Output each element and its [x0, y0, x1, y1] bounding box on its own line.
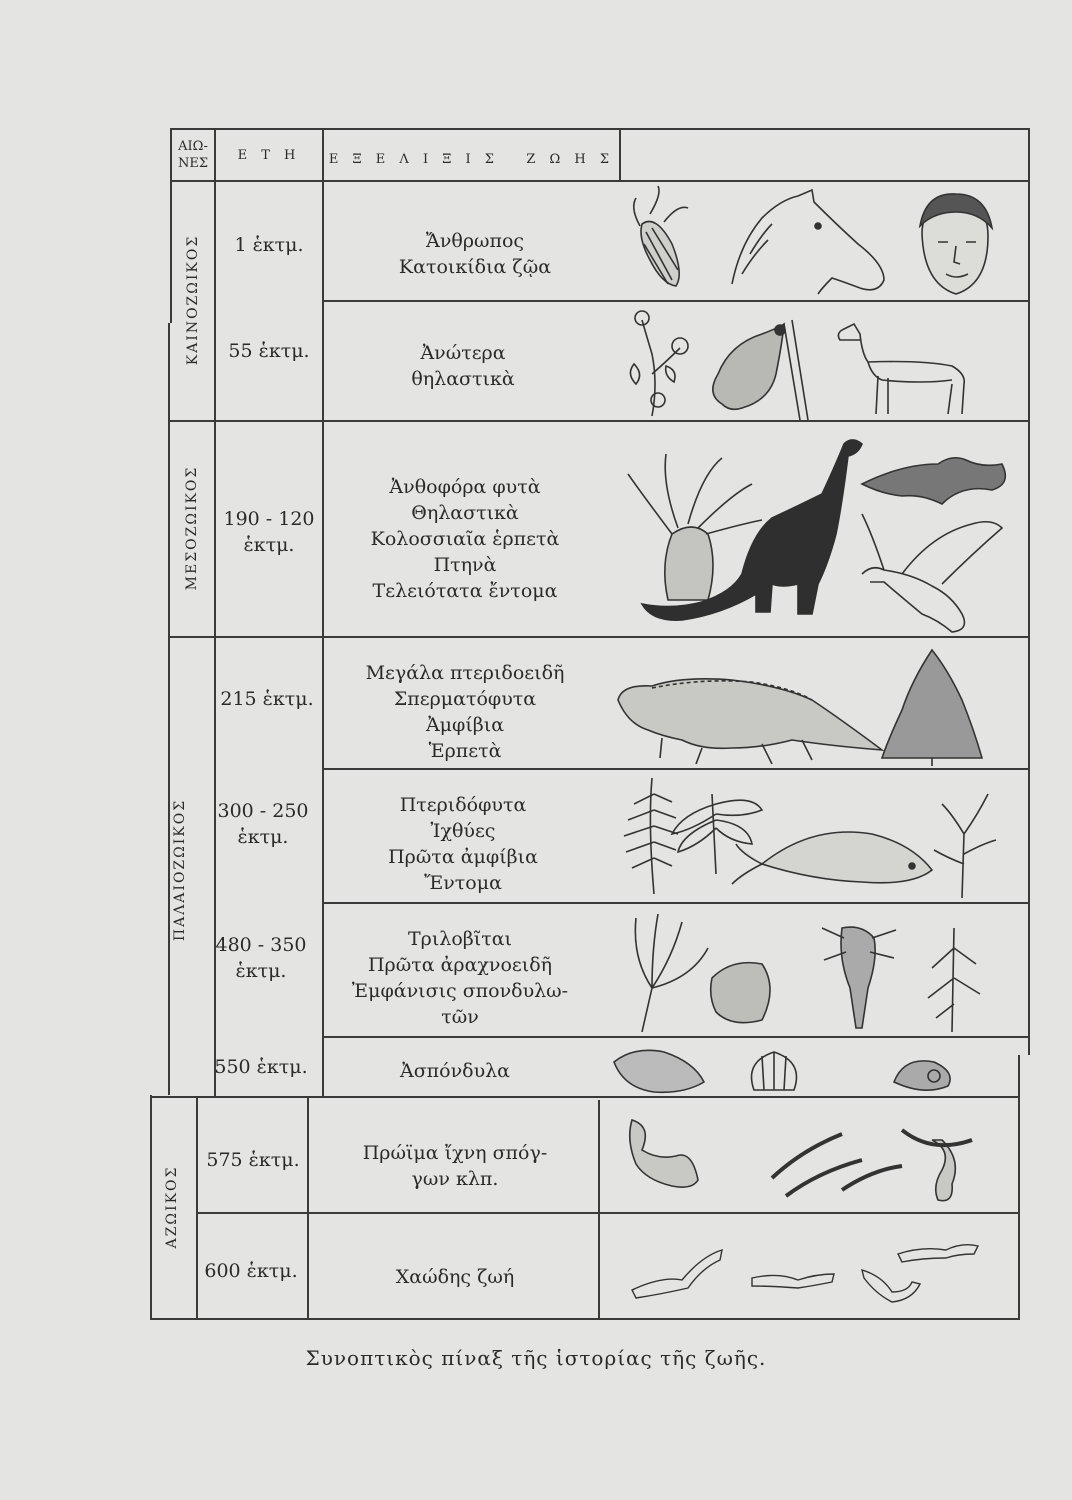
life-text: Κολοσσιαῖα ἑρπετὰ [370, 528, 560, 550]
life-text: Πτεριδόφυτα [399, 794, 527, 816]
flower-icon [630, 311, 688, 416]
year-cell-9 [198, 1258, 304, 1284]
human-head-icon [920, 194, 992, 294]
pterosaur-icon [862, 458, 1005, 504]
corn-cob-icon [634, 186, 688, 286]
tree-branch-icon [934, 794, 996, 898]
life-cell-8 [310, 1140, 600, 1192]
life-text: θηλαστικὰ [411, 368, 515, 390]
illustration-row-4 [612, 640, 1027, 766]
year-text: 550 ἑκτμ. [214, 1056, 308, 1078]
year-text: ἑκτμ. [243, 534, 295, 556]
life-text: Πρῶτα ἀμφίβια [388, 846, 538, 868]
year-text: 1 ἑκτμ. [234, 234, 304, 256]
llama-icon [838, 324, 964, 414]
crinoid-icon [635, 914, 708, 1032]
life-cell-9 [310, 1264, 600, 1290]
life-cell-7 [310, 1058, 600, 1084]
life-text: Χαώδης ζωή [395, 1266, 515, 1288]
primitive-life-icon [632, 1245, 978, 1302]
header-eons-line2: ΝΕΣ [177, 156, 209, 171]
era-label-azoic: ΑΖΩΙΚΟΣ [164, 1165, 180, 1249]
life-text: Ἄνθρωπος [425, 230, 525, 252]
fish-icon [732, 832, 932, 884]
year-cell-6 [208, 932, 314, 984]
row-line-5 [322, 1036, 1029, 1038]
life-text: γων κλπ. [411, 1168, 499, 1190]
era-label-mesozoic: ΜΕΣΟΖΩΙΚΟΣ [184, 465, 200, 591]
life-text: Τριλοβῖται [408, 928, 512, 950]
life-text: Ἀνθοφόρα φυτὰ [389, 476, 541, 498]
year-text: ἑκτμ. [237, 826, 289, 848]
archaeopteryx-icon [862, 514, 1002, 632]
year-cell-4 [214, 686, 320, 712]
year-text: 480 - 350 [215, 934, 307, 956]
life-text: Σπερματόφυτα [393, 688, 537, 710]
row-line-7 [196, 1212, 1019, 1214]
life-text: Πρώϊμα ἴχνη σπόγ- [362, 1142, 548, 1164]
illustration-row-7 [604, 1042, 1018, 1096]
illustration-row-9 [602, 1216, 1018, 1316]
snail-icon [894, 1061, 950, 1090]
life-cell-4 [320, 660, 610, 764]
year-text: 600 ἑκτμ. [204, 1260, 298, 1282]
life-text: Ἐμφάνισις σπονδυλω- [351, 980, 569, 1002]
life-text: Τελειότατα ἔντομα [372, 580, 558, 602]
dragonfly-icon [672, 794, 762, 874]
era-label-paleozoic: ΠΑΛΑΙΟΖΩΙΚΟΣ [172, 798, 188, 942]
life-text: Κατοικίδια ζῷα [398, 256, 552, 278]
year-text: 190 - 120 [223, 508, 315, 530]
life-text: Ἀσπόνδυλα [399, 1060, 511, 1082]
trilobite-icon [614, 1050, 704, 1092]
plant-icon [928, 928, 980, 1032]
year-text: 300 - 250 [217, 800, 309, 822]
row-line-4 [322, 902, 1029, 904]
table-border-top [170, 128, 1030, 130]
year-text: 215 ἑκτμ. [220, 688, 314, 710]
life-text: Πτηνὰ [433, 554, 497, 576]
illustration-row-6 [612, 908, 1027, 1034]
table-border-right-low [1018, 1055, 1020, 1320]
life-cell-1 [330, 228, 620, 280]
horse-head-icon [732, 190, 884, 294]
sloth-icon [713, 320, 808, 420]
life-text: Ἔντομα [424, 872, 502, 894]
table-border-left-mid [168, 323, 170, 1095]
life-text: Ἀνώτερα [420, 342, 506, 364]
life-text: Μεγάλα πτεριδοειδῆ [365, 662, 565, 684]
table-border-left-low [150, 1095, 152, 1320]
era-line-2 [168, 636, 1029, 638]
life-cell-6 [315, 926, 605, 1030]
year-text: 575 ἑκτμ. [206, 1149, 300, 1171]
life-cell-2 [318, 340, 608, 392]
eon-col-divider-low [196, 1098, 198, 1320]
year-cell-2 [216, 338, 322, 364]
header-evolution: Ε Ξ Ε Λ Ι Ξ Ι Σ Ζ Ω Η Σ [328, 152, 615, 167]
illustration-row-2 [622, 304, 1027, 420]
amphibian-icon [618, 679, 882, 764]
row-line-1 [322, 300, 1029, 302]
eurypterid-icon [822, 927, 896, 1028]
table-caption: Συνοπτικὸς πίναξ τῆς ἱστορίας τῆς ζωῆς. [305, 1346, 767, 1370]
life-text: τῶν [441, 1006, 479, 1028]
header-eons-line1: ΑΙΩ- [178, 139, 208, 154]
table-border-bottom [150, 1318, 1019, 1320]
year-text: ἑκτμ. [235, 960, 287, 982]
era-label-cenozoic: ΚΑΙΝΟΖΩΙΚΟΣ [185, 234, 201, 366]
fern-icon [624, 778, 678, 894]
header-years: Ε Τ Η [237, 148, 301, 163]
row-line-3 [322, 768, 1029, 770]
era-line-1 [168, 420, 1029, 422]
life-text: Ἑρπετὰ [428, 740, 502, 762]
life-text: Θηλαστικὰ [411, 502, 519, 524]
life-text: Ἰχθύες [430, 820, 496, 842]
conifer-icon [882, 650, 982, 766]
text-col-divider [619, 130, 621, 180]
illustration-row-1 [622, 184, 1027, 300]
life-text: Πρῶτα ἀραχνοειδῆ [367, 954, 553, 976]
year-text: 55 ἑκτμ. [228, 340, 310, 362]
header-bottom-line [170, 180, 1030, 182]
life-text: Ἀμφίβια [425, 714, 505, 736]
illustration-row-3 [622, 424, 1027, 634]
year-cell-7 [208, 1054, 314, 1080]
year-cell-8 [200, 1147, 306, 1173]
table-border-right [1028, 130, 1030, 1055]
era-line-3 [150, 1096, 1019, 1098]
year-cell-1 [216, 232, 322, 258]
header-eons [172, 138, 214, 172]
year-col-divider-low [307, 1098, 309, 1320]
year-cell-5 [210, 798, 316, 850]
shell-icon [711, 963, 770, 1023]
year-cell-3 [216, 506, 322, 558]
scallop-icon [752, 1052, 797, 1090]
life-cell-3 [320, 474, 610, 604]
life-cell-5 [318, 792, 608, 896]
illustration-row-8 [602, 1100, 1018, 1210]
illustration-row-5 [612, 774, 1027, 900]
